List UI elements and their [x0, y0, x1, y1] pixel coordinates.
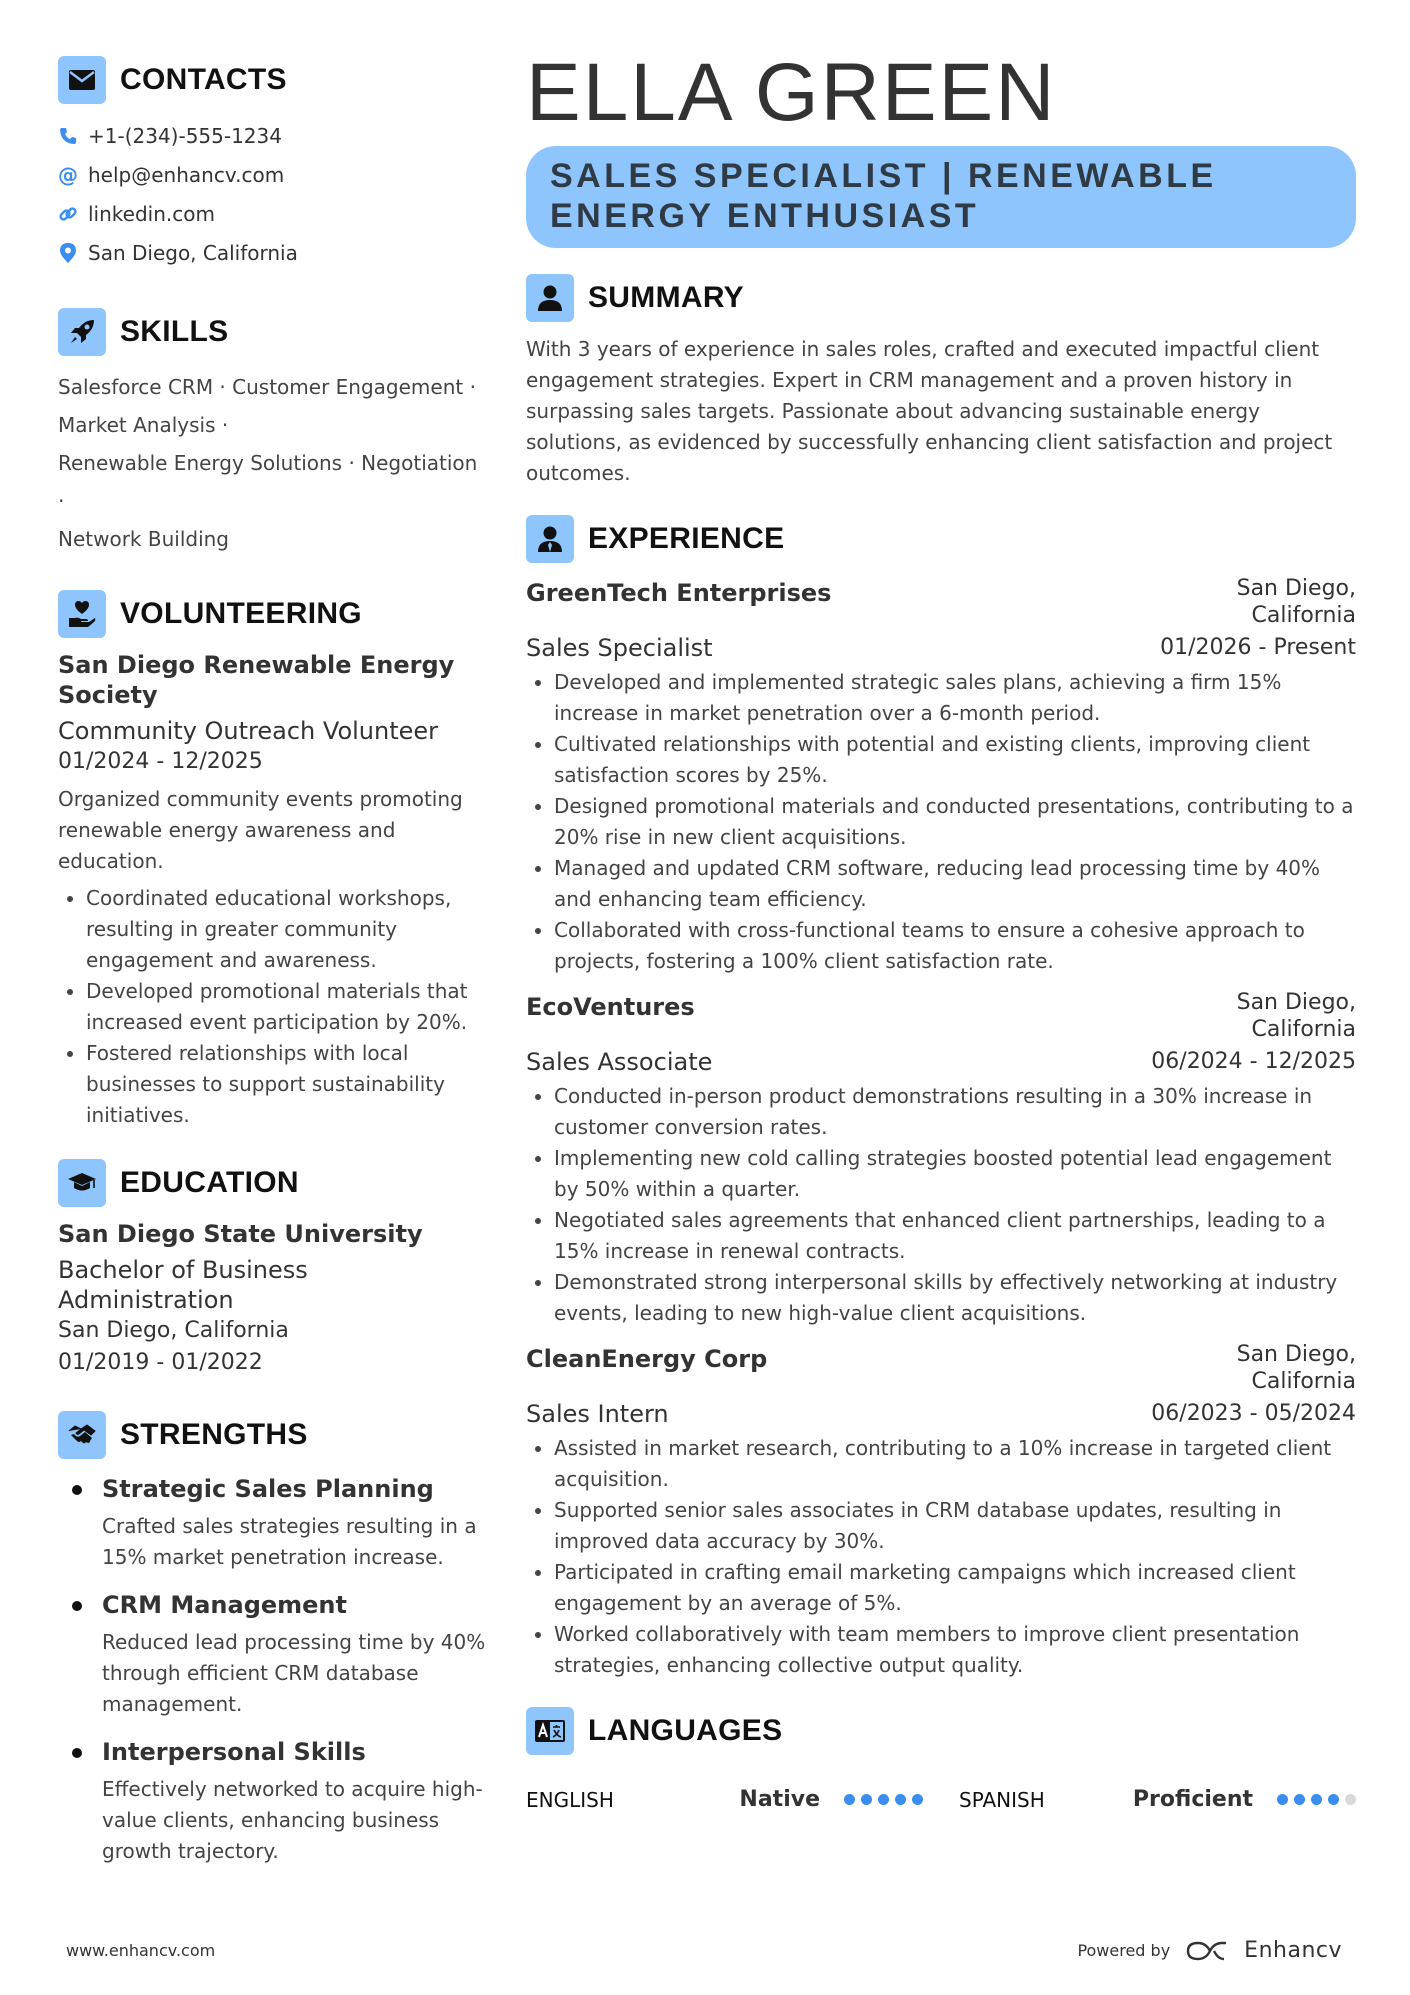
strength-item [58, 1471, 488, 1573]
list-item: • Developed promotional materials that increased event participation by 20%. [86, 976, 488, 1038]
rating-dot [1328, 1794, 1339, 1805]
location-text: San Diego, California [88, 240, 298, 265]
language-item [959, 1787, 1356, 1812]
education-header [58, 1159, 488, 1207]
left-column [58, 56, 488, 1881]
rating-dot [878, 1794, 889, 1805]
user-icon [526, 274, 574, 322]
company-name: EcoVentures [526, 993, 695, 1021]
contacts-title: CONTACTS [120, 63, 287, 96]
strengths-title: STRENGTHS [120, 1418, 308, 1451]
rating-dot [895, 1794, 906, 1805]
job-location [1237, 575, 1356, 629]
list-item: • Worked collaboratively with team members to improve client presentation strategies, enhancing collective output quality. [554, 1619, 1356, 1681]
language-name: SPANISH [959, 1787, 1045, 1812]
job-bullets [526, 1081, 1356, 1329]
translate-icon [526, 1707, 574, 1755]
volunteering-entry [58, 650, 488, 1131]
job-location-line: San Diego, [1236, 990, 1356, 1015]
rating-dot [861, 1794, 872, 1805]
school-location: San Diego, California [58, 1318, 289, 1343]
list-item: • Supported senior sales associates in CRM database updates, resulting in improved data accuracy by 30%. [554, 1495, 1356, 1557]
contact-phone[interactable] [58, 116, 488, 155]
bullet-icon [72, 1485, 82, 1495]
contacts-header [58, 56, 488, 104]
company-name: CleanEnergy Corp [526, 1345, 768, 1373]
experience-header [526, 515, 1356, 563]
map-pin-icon [58, 243, 78, 263]
powered-by-text: Powered by [1077, 1941, 1171, 1960]
list-item: • Conducted in-person product demonstrations resulting in a 30% increase in customer conversion rates. [554, 1081, 1356, 1143]
volunteer-org: San Diego Renewable Energy Society [58, 651, 455, 709]
list-item: • Coordinated educational workshops, resulting in greater community engagement and awareness. [86, 883, 488, 976]
strength-desc: Reduced lead processing time by 40% through efficient CRM database management. [102, 1630, 486, 1716]
summary-text: With 3 years of experience in sales roles, crafted and executed impactful client engagement strategies. Expert in CRM management and a proven history in surpassing sales targets. Passionate about advancing sustainable energy solutions, as evidenced by successfully enhancing client satisfaction and project outcomes. [526, 337, 1333, 485]
rating-dot [1345, 1794, 1356, 1805]
education-title: EDUCATION [120, 1166, 299, 1199]
brand-name: Enhancv [1244, 1938, 1342, 1963]
strengths-list [58, 1471, 488, 1867]
job-bullets [526, 667, 1356, 977]
job-location-line: California [1251, 603, 1356, 628]
skills-line: Salesforce CRM · Customer Engagement · [58, 375, 476, 399]
strength-title: Strategic Sales Planning [102, 1475, 434, 1503]
candidate-title: SALES SPECIALIST | RENEWABLE ENERGY ENTHUSIAST [526, 146, 1356, 248]
skills-line: Market Analysis · [58, 413, 229, 437]
list-item: • Implementing new cold calling strategies boosted potential lead engagement by 50% within a quarter. [554, 1143, 1356, 1205]
list-item: • Designed promotional materials and conducted presentations, contributing to a 20% rise in new client acquisitions. [554, 791, 1356, 853]
link-icon [58, 204, 78, 224]
right-column [526, 48, 1356, 1812]
footer-website[interactable]: www.enhancv.com [66, 1941, 216, 1960]
list-item: • Assisted in market research, contributing to a 10% increase in targeted client acquisition. [554, 1433, 1356, 1495]
languages-list [526, 1767, 1356, 1812]
job-dates: 06/2024 - 12/2025 [1151, 1049, 1356, 1074]
rating-dot [1277, 1794, 1288, 1805]
hand-heart-icon [58, 590, 106, 638]
skills-list [58, 368, 488, 558]
job-entry [526, 1341, 1356, 1681]
linkedin-text: linkedin.com [88, 201, 215, 226]
job-location-line: California [1251, 1017, 1356, 1042]
language-rating [1277, 1794, 1356, 1805]
strength-item [58, 1734, 488, 1867]
job-location-line: San Diego, [1236, 1342, 1356, 1367]
list-item: • Managed and updated CRM software, reducing lead processing time by 40% and enhancing team efficiency. [554, 853, 1356, 915]
contact-email[interactable] [58, 155, 488, 194]
job-role: Sales Intern [526, 1400, 669, 1428]
contacts-list [58, 116, 488, 272]
rocket-icon [58, 308, 106, 356]
strength-title: CRM Management [102, 1591, 347, 1619]
education-dates: 01/2019 - 01/2022 [58, 1350, 263, 1375]
phone-icon [58, 127, 78, 145]
languages-title: LANGUAGES [588, 1714, 783, 1747]
language-level: Proficient [1132, 1787, 1253, 1812]
list-item: • Fostered relationships with local businesses to support sustainability initiatives. [86, 1038, 488, 1131]
enhancv-logo-icon [1184, 1939, 1230, 1963]
language-rating [844, 1794, 923, 1805]
user-tie-icon [526, 515, 574, 563]
job-role: Sales Specialist [526, 634, 713, 662]
company-name: GreenTech Enterprises [526, 579, 832, 607]
experience-title: EXPERIENCE [588, 522, 785, 555]
graduation-cap-icon [58, 1159, 106, 1207]
strength-item [58, 1587, 488, 1720]
list-item: • Collaborated with cross-functional teams to ensure a cohesive approach to projects, fostering a 100% client satisfaction rate. [554, 915, 1356, 977]
job-location [1237, 1341, 1356, 1395]
skills-line: Renewable Energy Solutions · Negotiation · [58, 451, 478, 513]
volunteering-header [58, 590, 488, 638]
contact-location [58, 233, 488, 272]
job-dates: 06/2023 - 05/2024 [1151, 1401, 1356, 1426]
summary-header [526, 274, 1356, 322]
job-role: Sales Associate [526, 1048, 713, 1076]
list-item: • Developed and implemented strategic sales plans, achieving a firm 15% increase in market penetration over a 6-month period. [554, 667, 1356, 729]
skills-line: Network Building [58, 527, 229, 551]
language-item [526, 1787, 923, 1812]
language-name: ENGLISH [526, 1787, 614, 1812]
footer [66, 1938, 1342, 1963]
job-location [1237, 989, 1356, 1043]
list-item: • Negotiated sales agreements that enhanced client partnerships, leading to a 15% increase in renewal contracts. [554, 1205, 1356, 1267]
list-item: • Participated in crafting email marketing campaigns which increased client engagement by an average of 5%. [554, 1557, 1356, 1619]
summary-title: SUMMARY [588, 281, 744, 314]
bullet-icon [72, 1601, 82, 1611]
languages-header [526, 1707, 1356, 1755]
job-location-line: California [1251, 1369, 1356, 1394]
job-bullets [526, 1433, 1356, 1681]
at-icon: @ [58, 162, 78, 187]
job-entry [526, 989, 1356, 1329]
volunteer-bullets [58, 883, 488, 1131]
skills-header [58, 308, 488, 356]
envelope-icon [58, 56, 106, 104]
degree: Bachelor of Business Administration [58, 1256, 308, 1314]
footer-brand[interactable] [1077, 1938, 1342, 1963]
strength-desc: Crafted sales strategies resulting in a 15% market penetration increase. [102, 1514, 477, 1569]
volunteer-dates: 01/2024 - 12/2025 [58, 749, 263, 774]
job-dates: 01/2026 - Present [1160, 635, 1356, 660]
strength-title: Interpersonal Skills [102, 1738, 366, 1766]
school-name: San Diego State University [58, 1220, 423, 1248]
email-text: help@enhancv.com [88, 162, 285, 187]
job-location-line: San Diego, [1236, 576, 1356, 601]
job-entry [526, 575, 1356, 977]
handshake-icon [58, 1411, 106, 1459]
skills-title: SKILLS [120, 315, 229, 348]
volunteer-description: Organized community events promoting renewable energy awareness and education. [58, 787, 463, 873]
language-level: Native [739, 1787, 820, 1812]
strengths-header [58, 1411, 488, 1459]
list-item: • Demonstrated strong interpersonal skills by effectively networking at industry events, leading to new high-value client acquisitions. [554, 1267, 1356, 1329]
strength-desc: Effectively networked to acquire high-value clients, enhancing business growth trajectory. [102, 1777, 483, 1863]
rating-dot [844, 1794, 855, 1805]
rating-dot [1294, 1794, 1305, 1805]
rating-dot [912, 1794, 923, 1805]
list-item: • Cultivated relationships with potential and existing clients, improving client satisfaction scores by 25%. [554, 729, 1356, 791]
education-entry [58, 1219, 488, 1379]
candidate-name: ELLA GREEN [526, 47, 1057, 138]
phone-text: +1-(234)-555-1234 [88, 123, 282, 148]
volunteer-role: Community Outreach Volunteer [58, 717, 439, 745]
volunteering-title: VOLUNTEERING [120, 597, 362, 630]
rating-dot [1311, 1794, 1322, 1805]
contact-linkedin[interactable] [58, 194, 488, 233]
bullet-icon [72, 1748, 82, 1758]
